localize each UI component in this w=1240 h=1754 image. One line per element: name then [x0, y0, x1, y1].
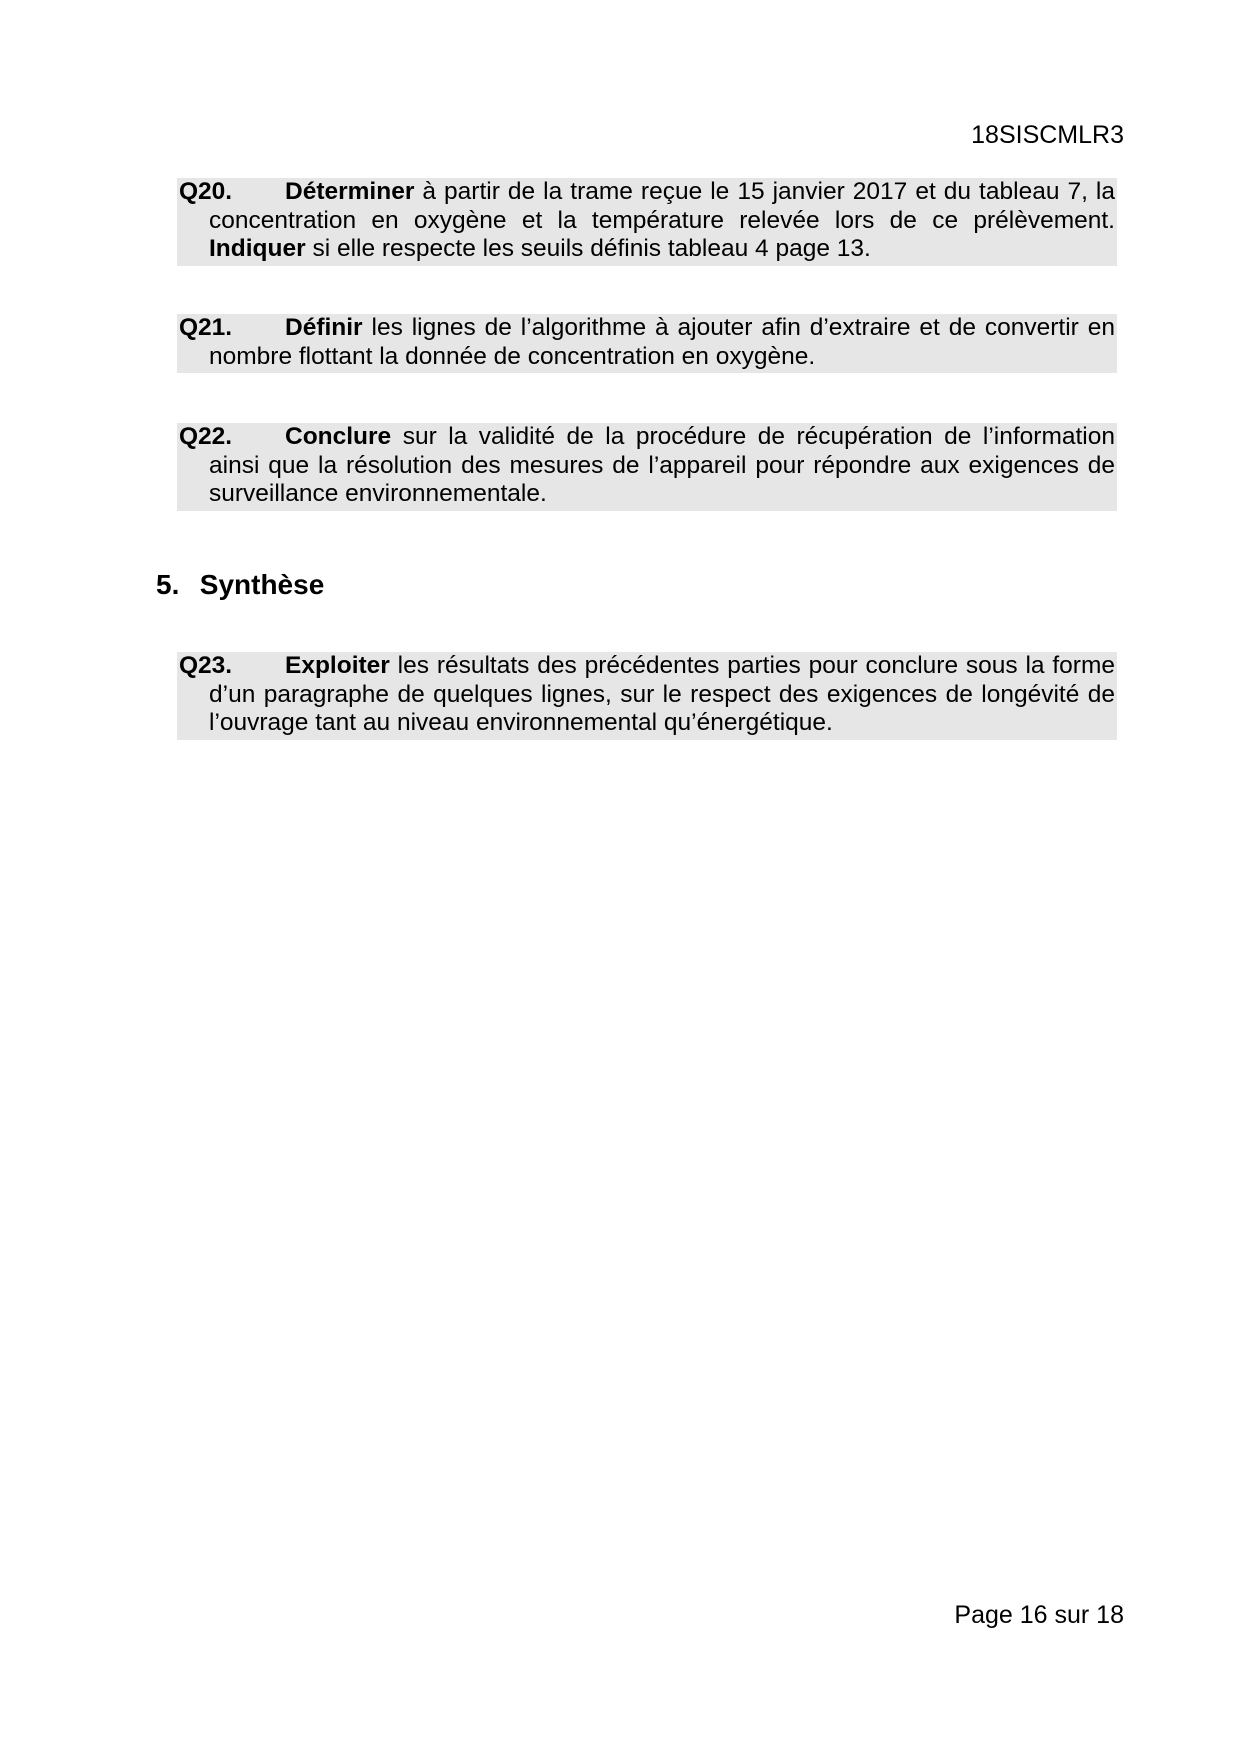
question-text-part: sur la validité de la procédure de récupération de l’information ainsi que la résolution des mesures de l’appareil pour répondre aux exigences de surveillance environnementale. [209, 423, 1115, 507]
question-text [179, 178, 1115, 264]
question-keyword: Déterminer [285, 178, 415, 205]
question-number: Q20. [179, 178, 233, 205]
question-keyword: Indiquer [209, 235, 306, 262]
question-number: Q23. [179, 652, 233, 679]
question-block [177, 423, 1117, 511]
question-block [177, 314, 1117, 373]
question-keyword: Définir [285, 314, 363, 341]
question-text-part: à partir de la trame reçue le 15 janvier 2017 et du tableau 7, la concentration en oxygène et la température relevée lors de ce prélèvement. [209, 178, 1115, 234]
section-heading [156, 568, 324, 602]
document-code: 18SISCMLR3 [971, 121, 1124, 149]
question-number: Q21. [179, 314, 233, 341]
question-text [179, 314, 1115, 371]
question-text-part: les lignes de l’algorithme à ajouter afin d’extraire et de convertir en nombre flottant la donnée de concentration en oxygène. [209, 314, 1115, 370]
question-text [179, 423, 1115, 509]
section-title-text: Synthèse [199, 569, 325, 600]
question-block [177, 652, 1117, 740]
question-keyword: Exploiter [285, 652, 390, 679]
question-text [179, 652, 1115, 738]
question-block [177, 178, 1117, 266]
section-number: 5. [156, 569, 180, 600]
question-keyword: Conclure [285, 423, 392, 450]
question-text-part: les résultats des précédentes parties pour conclure sous la forme d’un paragraphe de quelques lignes, sur le respect des exigences de longévité de l’ouvrage tant au niveau environnemental qu’énergétique. [209, 652, 1115, 736]
question-number: Q22. [179, 423, 233, 450]
page-number: Page 16 sur 18 [954, 1601, 1124, 1629]
question-text-part: si elle respecte les seuils définis tableau 4 page 13. [305, 235, 871, 262]
